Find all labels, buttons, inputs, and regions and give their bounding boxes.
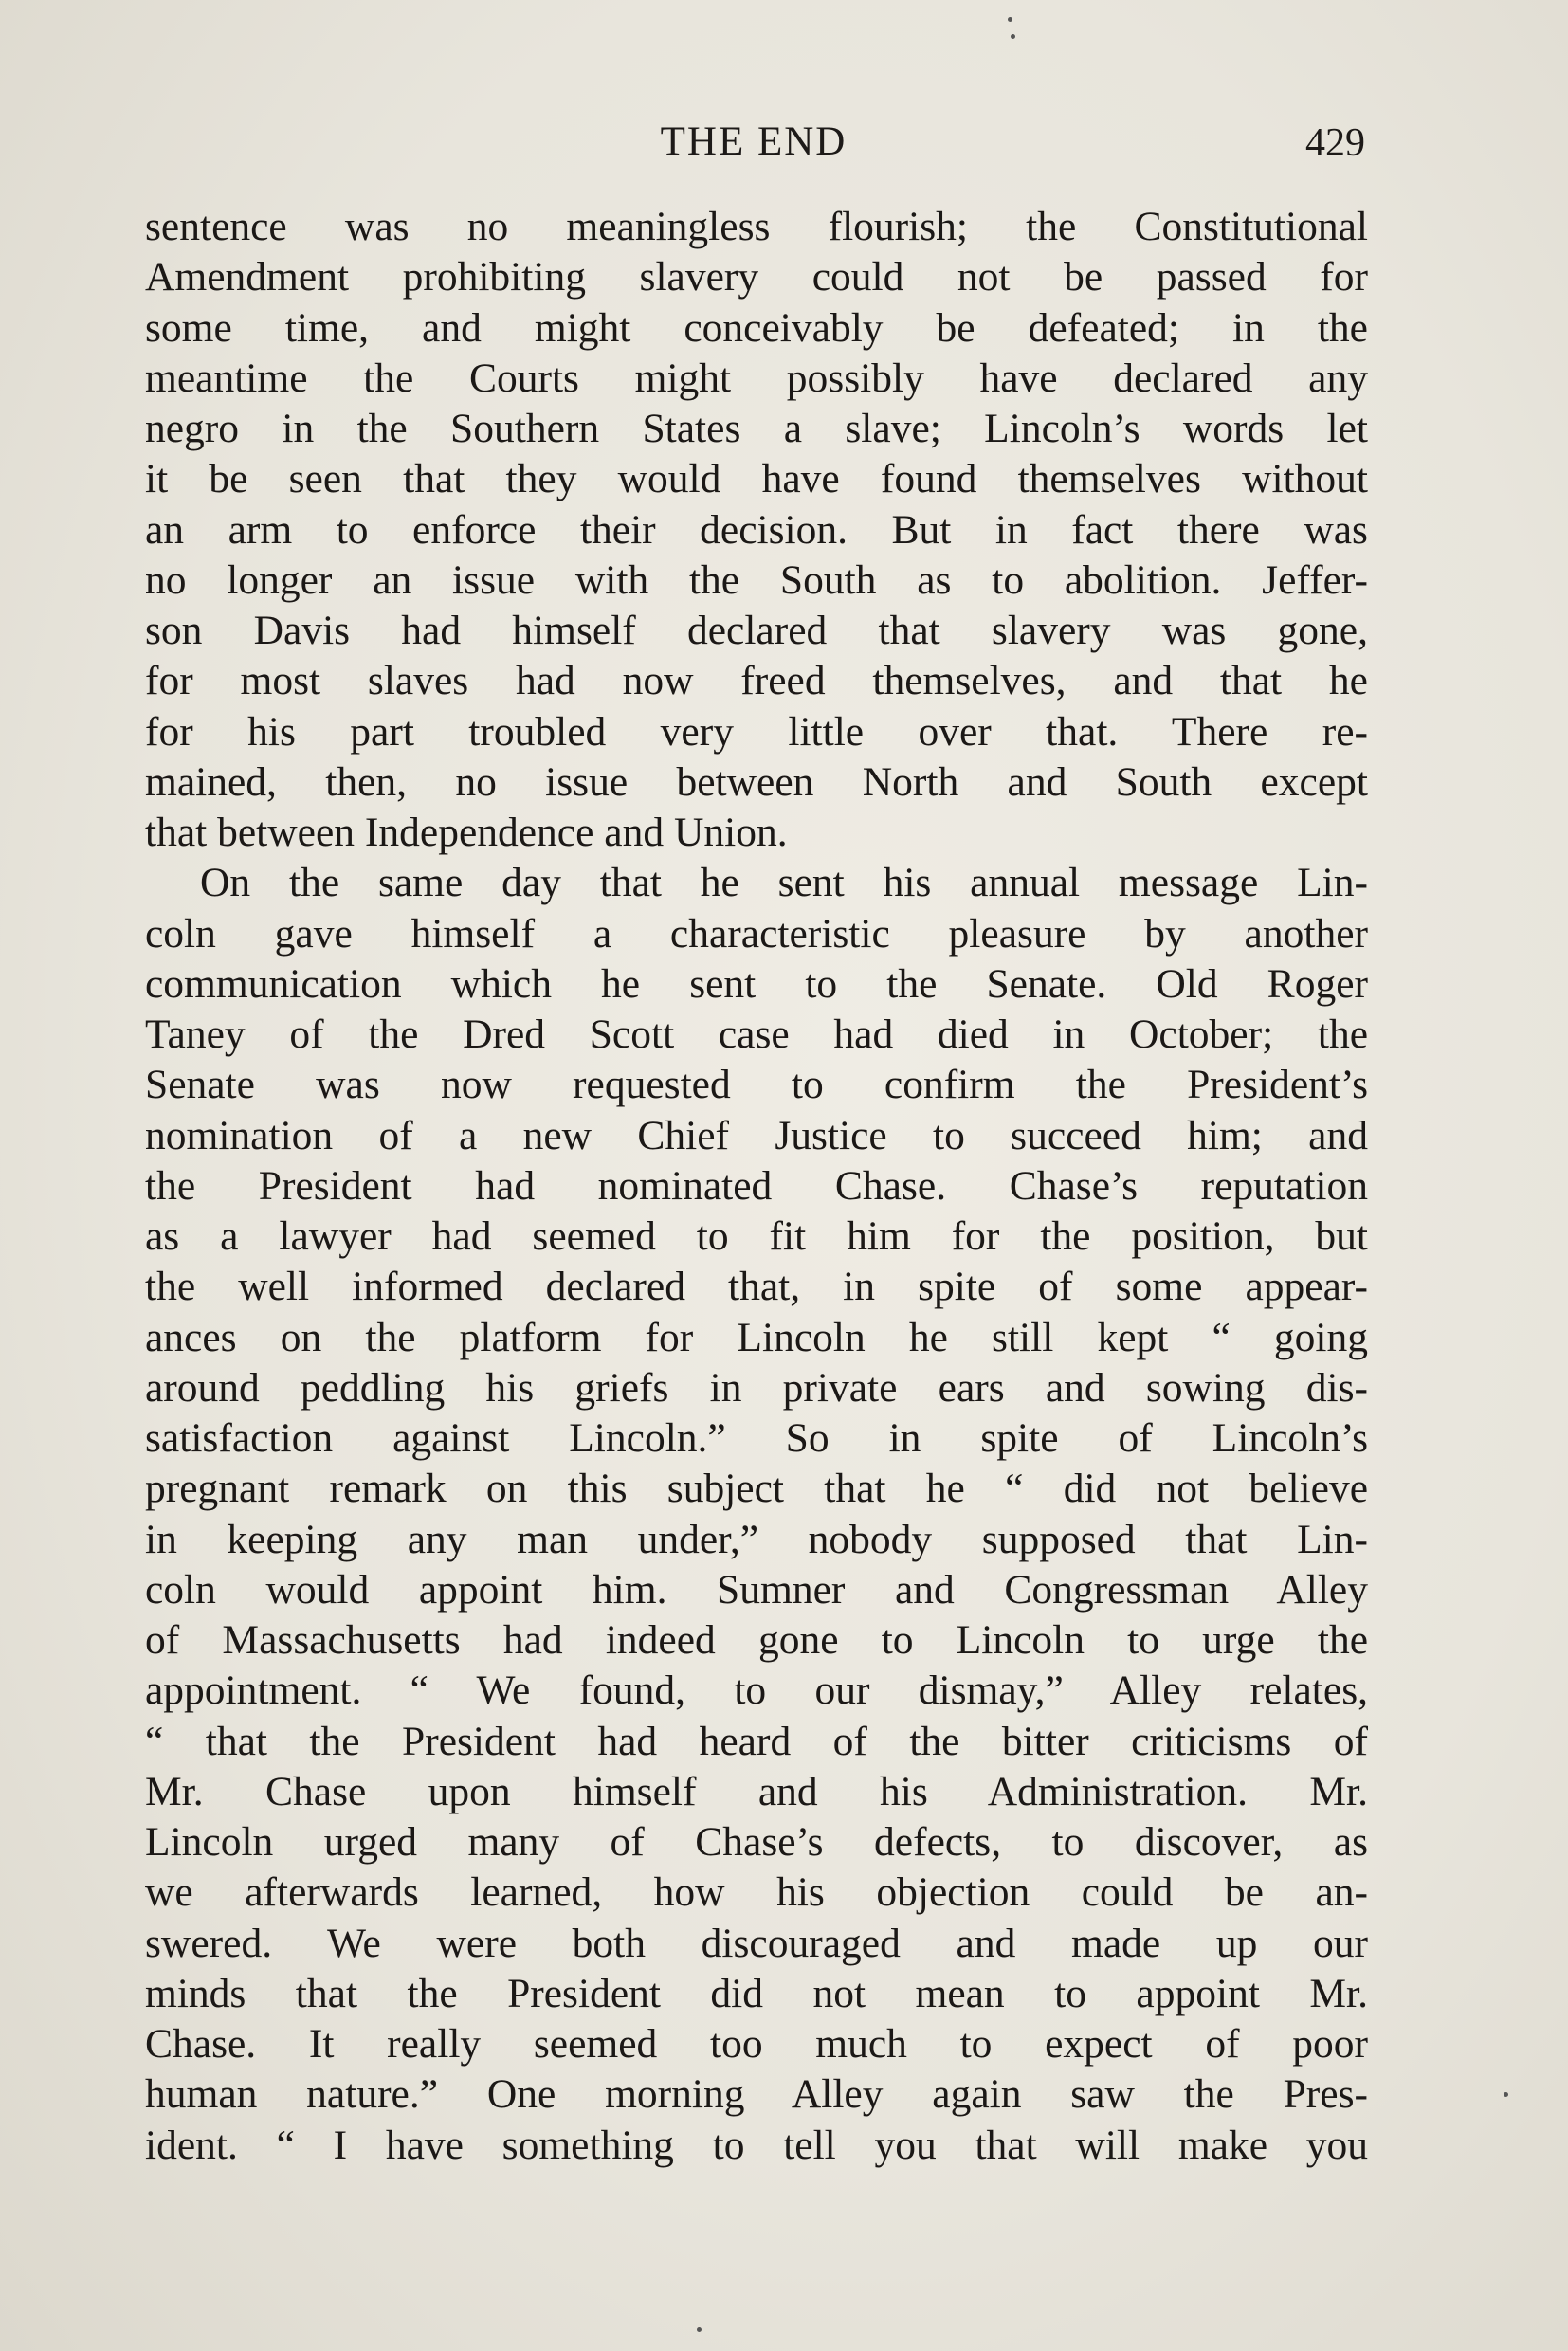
- text-line: human nature.” One morning Alley again saw the Pres-: [145, 2071, 1368, 2118]
- text-line: of Massachusetts had indeed gone to Lincoln to urge the: [145, 1617, 1368, 1663]
- text-line: in keeping any man under,” nobody supposed that Lin-: [145, 1516, 1368, 1562]
- text-line: On the same day that he sent his annual message Lin-: [200, 860, 1368, 906]
- text-line: no longer an issue with the South as to abolition. Jeffer-: [145, 556, 1368, 603]
- page-number: 429: [1305, 121, 1365, 165]
- text-line: Amendment prohibiting slavery could not be passed for: [145, 254, 1368, 301]
- text-line: it be seen that they would have found themselves without: [145, 456, 1368, 502]
- text-line: Chase. It really seemed too much to expect of poor: [145, 2021, 1368, 2067]
- body-text: [145, 202, 1368, 2171]
- text-line: “ that the President had heard of the bitter criticisms of: [145, 1718, 1368, 1764]
- text-line: satisfaction against Lincoln.” So in spite of Lincoln’s: [145, 1415, 1368, 1461]
- text-line: Taney of the Dred Scott case had died in October; the: [145, 1011, 1368, 1057]
- text-line: nomination of a new Chief Justice to succeed him; and: [145, 1112, 1368, 1158]
- text-line: appointment. “ We found, to our dismay,” Alley relates,: [145, 1668, 1368, 1714]
- text-line: communication which he sent to the Senate. Old Roger: [145, 960, 1368, 1007]
- text-line: ances on the platform for Lincoln he still kept “ going: [145, 1314, 1368, 1360]
- running-head: THE END: [660, 119, 848, 164]
- text-line: as a lawyer had seemed to fit him for the position, but: [145, 1213, 1368, 1259]
- text-line: that between Independence and Union.: [145, 810, 788, 855]
- text-line: meantime the Courts might possibly have declared any: [145, 355, 1368, 401]
- text-line: Lincoln urged many of Chase’s defects, to discover, as: [145, 1819, 1368, 1865]
- text-line: coln would appoint him. Sumner and Congressman Alley: [145, 1566, 1368, 1613]
- text-line: mained, then, no issue between North and South except: [145, 758, 1368, 805]
- paper-speck: [1008, 17, 1012, 22]
- text-line: minds that the President did not mean to appoint Mr.: [145, 1970, 1368, 2016]
- text-line: the President had nominated Chase. Chase’s reputation: [145, 1162, 1368, 1209]
- text-line: coln gave himself a characteristic pleasure by another: [145, 910, 1368, 957]
- text-line: for most slaves had now freed themselves, and that he: [145, 658, 1368, 704]
- text-line: for his part troubled very little over that. There re-: [145, 708, 1368, 755]
- paper-speck: [1504, 2092, 1508, 2097]
- text-line: pregnant remark on this subject that he “ did not believe: [145, 1466, 1368, 1512]
- text-line: we afterwards learned, how his objection could be an-: [145, 1869, 1368, 1916]
- page-header: [142, 118, 1365, 175]
- text-line: negro in the Southern States a slave; Lincoln’s words let: [145, 406, 1368, 451]
- text-line: around peddling his griefs in private ears and sowing dis-: [145, 1364, 1368, 1411]
- text-line: an arm to enforce their decision. But in fact there was: [145, 506, 1368, 553]
- text-line: Senate was now requested to confirm the President’s: [145, 1062, 1368, 1108]
- text-line: son Davis had himself declared that slavery was gone,: [145, 608, 1368, 653]
- text-line: swered. We were both discouraged and made up our: [145, 1920, 1368, 1966]
- paper-speck: [1011, 34, 1015, 39]
- text-line: Mr. Chase upon himself and his Administration. Mr.: [145, 1768, 1368, 1814]
- text-line: the well informed declared that, in spite of some appear-: [145, 1264, 1368, 1310]
- paper-speck: [697, 2327, 702, 2332]
- text-line: sentence was no meaningless flourish; the Constitutional: [145, 204, 1368, 249]
- text-line: ident. “ I have something to tell you that will make you: [145, 2122, 1368, 2168]
- text-line: some time, and might conceivably be defeated; in the: [145, 304, 1368, 351]
